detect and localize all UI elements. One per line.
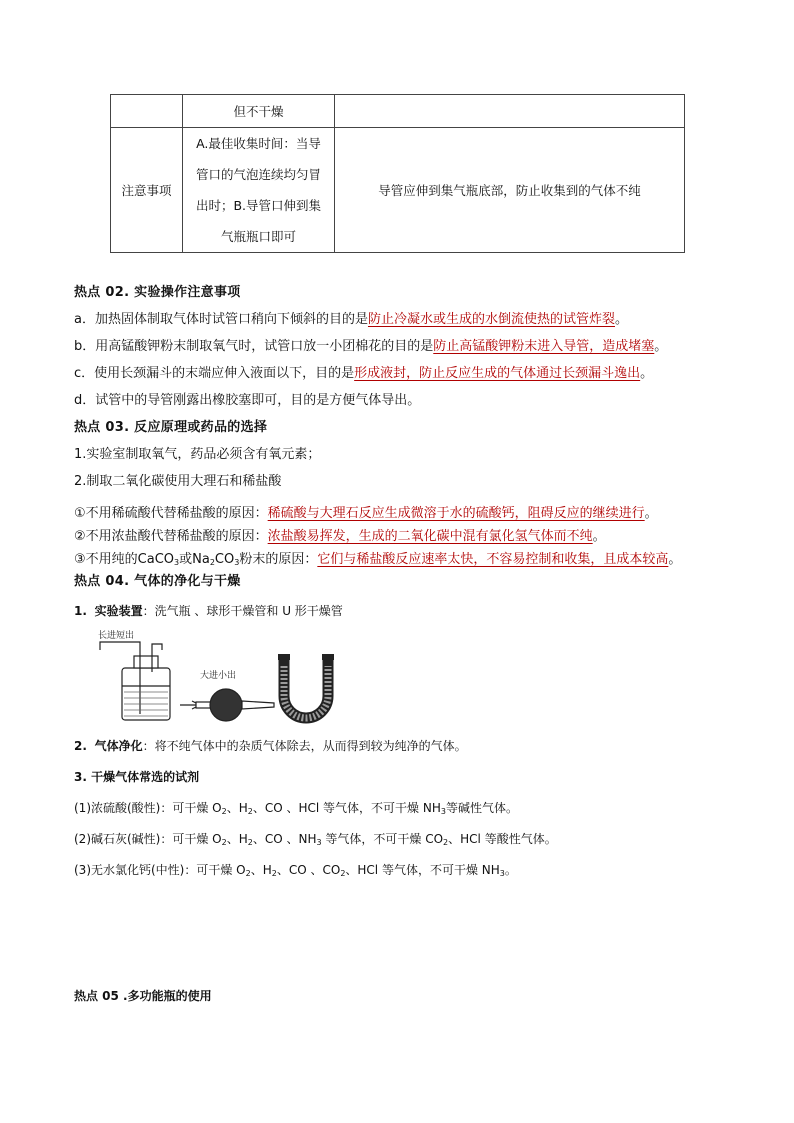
cell-line: 管口的气泡连续均匀冒 [195, 167, 321, 182]
subscript: 2 [340, 869, 346, 878]
text: 、H [226, 801, 248, 815]
subscript: 2 [221, 838, 227, 847]
subscript: 3 [174, 558, 180, 567]
answer-text: 稀硫酸与大理石反应生成微溶于水的硫酸钙，阻碍反应的继续进行 [267, 506, 645, 521]
hot02-item-d: d．试管中的导管刚露出橡胶塞即可，目的是方便气体导出。 [74, 393, 421, 408]
text: 、H [250, 863, 272, 877]
table-row [111, 128, 685, 253]
subscript: 2 [247, 807, 253, 816]
cell-line: 气瓶瓶口即可 [220, 229, 296, 244]
subscript: 2 [209, 558, 215, 567]
section-title-hot05: 热点 05 .多功能瓶的使用 [74, 989, 212, 1003]
subscript: 2 [271, 869, 277, 878]
step-text: ：洗气瓶 、球形干燥管和 U 形干燥管 [142, 604, 343, 618]
answer-text: 它们与稀盐酸反应速率太快，不容易控制和收集，且成本较高 [317, 552, 669, 567]
step-text: ：将不纯气体中的杂质气体除去，从而得到较为纯净的气体。 [142, 739, 467, 753]
answer-text: 形成液封，防止反应生成的气体通过长颈漏斗逸出 [354, 366, 641, 381]
item-text: c．使用长颈漏斗的末端应伸入液面以下，目的是 [74, 366, 355, 381]
answer-text: 防止高锰酸钾粉末进入导管，造成堵塞 [433, 339, 655, 354]
step-label: 气体净化 [94, 739, 143, 753]
section-title-hot02: 热点 02. 实验操作注意事项 [74, 285, 241, 300]
desiccant-line-3 [74, 861, 517, 878]
subscript: 3 [440, 807, 446, 816]
reason-end: 。 [668, 552, 682, 567]
desiccant-line-2 [74, 830, 557, 847]
text: 、CO 、NH [252, 832, 317, 846]
figure-label-1: 长进短出 [98, 631, 135, 641]
hot03-line-2: 2.制取二氧化碳使用大理石和稀盐酸 [74, 474, 282, 489]
table-cell-multiline [183, 128, 335, 253]
text: (1)浓硫酸(酸性)：可干燥 O [74, 801, 222, 815]
text: 等气体，不可干燥 CO [321, 832, 444, 846]
reason-text: 或 [179, 552, 193, 567]
reason-end: 。 [644, 506, 658, 521]
reason-text: ②不用浓盐酸代替稀盐酸的原因： [74, 529, 268, 544]
reason-text: ①不用稀硫酸代替稀盐酸的原因： [74, 506, 268, 521]
hot02-item-b [74, 335, 667, 354]
hot02-item-c [74, 362, 653, 381]
cell-line: A.最佳收集时间：当导 [196, 136, 321, 151]
text: 、CO 、HCl 等气体，不可干燥 NH [252, 801, 441, 815]
hot04-step-2 [74, 737, 467, 754]
section-title-hot03: 热点 03. 反应原理或药品的选择 [74, 420, 268, 435]
hot03-reason-3 [74, 548, 681, 567]
spherical-drying-tube-icon [180, 689, 274, 721]
section-title-hot04: 热点 04. 气体的净化与干燥 [74, 574, 241, 589]
text: (3)无水氯化钙(中性)：可干燥 O [74, 863, 246, 877]
gas-washing-bottle-icon [100, 642, 170, 720]
text: 、H [226, 832, 248, 846]
reason-text: 粉末的原因： [239, 552, 318, 567]
item-text: a．加热固体制取气体时试管口稍向下倾斜的目的是 [74, 312, 368, 327]
text: 等碱性气体。 [445, 801, 518, 815]
desiccant-line-1 [74, 799, 518, 816]
subscript: 3 [234, 558, 240, 567]
formula: CO [214, 552, 235, 567]
text: 、CO 、CO [276, 863, 341, 877]
subscript: 2 [221, 807, 227, 816]
table-cell [111, 95, 183, 128]
subscript: 3 [316, 838, 322, 847]
cell-line: 出时；B.导管口伸到集 [195, 198, 322, 213]
hot03-line-1: 1.实验室制取氧气，药品必须含有氧元素； [74, 447, 321, 462]
table-cell [335, 95, 685, 128]
reason-end: 。 [592, 529, 606, 544]
table-cell: 注意事项 [111, 128, 183, 253]
hot04-step-1 [74, 602, 343, 619]
reason-text: ③不用纯的 [74, 552, 138, 567]
step-number: 1. [74, 604, 87, 618]
hot02-item-a [74, 308, 628, 327]
subscript: 3 [499, 869, 505, 878]
item-end: 。 [614, 312, 628, 327]
formula: Na [192, 552, 210, 567]
table-cell: 导管应伸到集气瓶底部，防止收集到的气体不纯 [335, 128, 685, 253]
text: (2)碱石灰(碱性)：可干燥 O [74, 832, 222, 846]
table-cell: 但不干燥 [183, 95, 335, 128]
hot03-reason-1 [74, 502, 658, 521]
attention-table [110, 94, 685, 253]
formula: CaCO [137, 552, 175, 567]
figure-label-2: 大进小出 [200, 671, 237, 681]
item-end: 。 [654, 339, 668, 354]
table-row [111, 95, 685, 128]
hot04-step-3: 3. 干燥气体常选的试剂 [74, 770, 200, 784]
u-shaped-drying-tube-icon [278, 654, 334, 718]
answer-text: 防止冷凝水或生成的水倒流使热的试管炸裂 [367, 312, 615, 327]
step-label: 实验装置 [94, 604, 143, 618]
step-number: 2. [74, 739, 87, 753]
subscript: 2 [245, 869, 251, 878]
item-end: 。 [640, 366, 654, 381]
hot03-reason-2 [74, 525, 606, 544]
text: 、HCl 等气体，不可干燥 NH [345, 863, 500, 877]
answer-text: 浓盐酸易挥发，生成的二氧化碳中混有氯化氢气体而不纯 [267, 529, 593, 544]
subscript: 2 [443, 838, 449, 847]
item-text: b．用高锰酸钾粉末制取氧气时，试管口放一小团棉花的目的是 [74, 339, 434, 354]
text: 。 [504, 863, 517, 877]
text: 、HCl 等酸性气体。 [448, 832, 557, 846]
subscript: 2 [247, 838, 253, 847]
drying-apparatus-figure [96, 628, 336, 728]
